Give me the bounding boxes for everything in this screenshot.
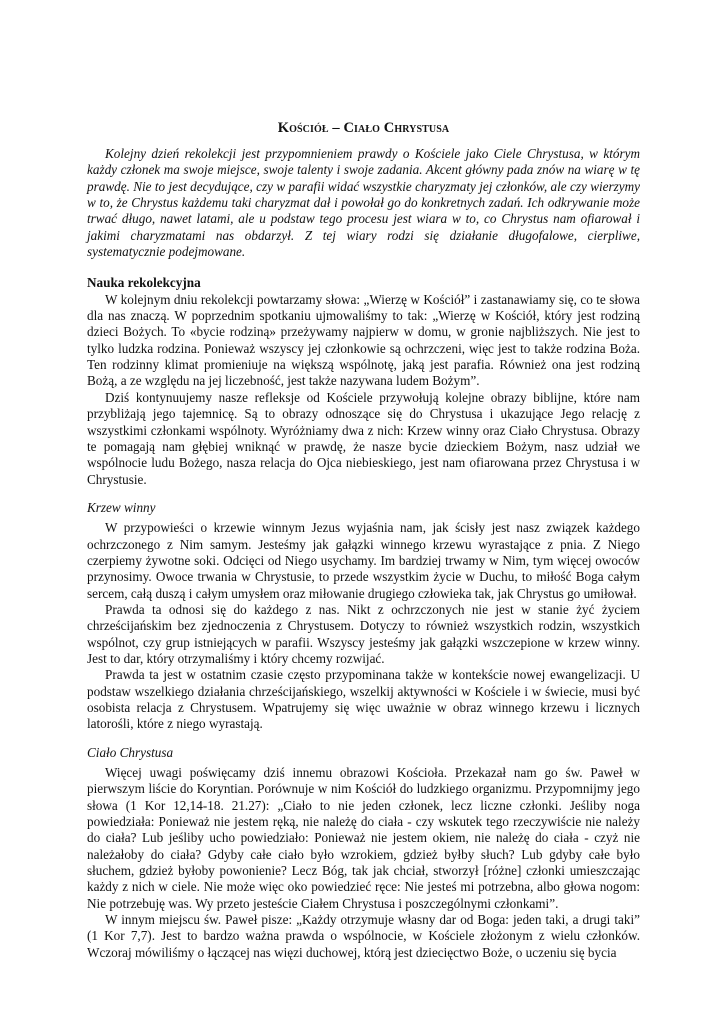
title-part-1: ościół — [289, 120, 329, 136]
paragraph: Prawda ta odnosi się do każdego z nas. Nikt z ochrzczonych nie jest w stanie żyć życiem chrześcijańskim bez zjednoczenia z Chrystusem. Dotyczy to również wszystkich rodzin, wszystkich wspólnot, czy grup istniejących w parafii. Wszyscy jesteśmy jak gałązki wszczepione w krzew winny. Jest to dar, który otrzymaliśmy i który chcemy rozwijać. — [87, 601, 640, 666]
paragraph: Więcej uwagi poświęcamy dziś innemu obrazowi Kościoła. Przekazał nam go św. Paweł w pierwszym liście do Koryntian. Porównuje w nim Kościół do ludzkiego organizmu. Przypomnijmy jego słowa (1 Kor 12,14-18. 21.27): „Ciało to nie jeden członek, lecz liczne członki. Jeśliby noga powiedziała: Ponieważ nie jestem ręką, nie należę do ciała - czy wskutek tego rzeczywiście nie należy do ciała? Lub jeśliby ucho powiedziało: Ponieważ nie jestem okiem, nie należę do ciała - czyż nie należałoby do ciała? Gdyby całe ciało było wzrokiem, gdzież byłby słuch? Lub gdyby całe było słuchem, gdzież byłoby powonienie? Lecz Bóg, tak jak chciał, stworzył [różne] członki umieszczając każdy z nich w ciele. Nie może więc oko powiedzieć ręce: Nie jesteś mi potrzebna, albo głowa nogom: Nie potrzebuję was. Wy przeto jesteście Ciałem Chrystusa i poszczególnymi członkami”. — [87, 765, 640, 911]
document-page — [87, 119, 640, 961]
section-heading-nauka: Nauka rekolekcyjna — [87, 275, 201, 291]
paragraph: Dziś kontynuujemy nasze refleksje od Kościele przywołują kolejne obrazy biblijne, które nam przybliżają jego tajemnicę. Są to obrazy odnoszące się do Chrystusa i ukazujące Jego relację z wszystkimi członkami wspólnoty. Wyróżniamy dwa z nich: Krzew winny oraz Ciało Chrystusa. Obrazy te pomagają nam głębiej wniknąć w prawdę, że nasze bycie dzieckiem Bożym, nasz udział we wspólnocie ludu Bożego, nasza relacja do Ojca niebieskiego, jest nam ofiarowana przez Chrystusa i w Chrystusie. — [87, 389, 640, 487]
paragraph: W kolejnym dniu rekolekcji powtarzamy słowa: „Wierzę w Kościół” i zastanawiamy się, co te słowa dla nas znaczą. W poprzednim spotkaniu ujmowaliśmy to tak: „Wierzę w Kościół, który jest rodziną dzieci Bożych. To «bycie rodziną» przeżywamy najpierw w domu, w gronie najbliższych. Nie jest to tylko ludzka rodzina. Ponieważ wszyscy jej członkowie są ochrzczeni, więc jest to także rodzina Boża. Ten rodzinny klimat promieniuje na większą wspólnotę, jaką jest parafia. Również ona jest rodziną Bożą, a ze względu na jej liczebność, jest także nazywana ludem Bożym”. — [87, 291, 640, 389]
title-part-3: hrystusa — [394, 120, 450, 136]
title-initial-3: C — [383, 120, 395, 136]
page-title — [87, 119, 640, 137]
paragraph: Prawda ta jest w ostatnim czasie często przypominana także w kontekście nowej ewangelizacji. U podstaw wszelkiego działania chrześcijańskiego, wszelkij aktywności w Kościele i w świecie, musi być osobista relacja z Chrystusem. Wpatrujemy się więc uważnie w obraz winnego krzewu i licznych latorośli, które z niego wyrastają. — [87, 667, 640, 732]
title-initial-2: C — [343, 120, 355, 136]
section-heading-cialo: Ciało Chrystusa — [87, 744, 174, 760]
title-part-2: iało — [354, 120, 381, 136]
title-initial-1: K — [277, 120, 290, 136]
paragraph: W przypowieści o krzewie winnym Jezus wyjaśnia nam, jak ścisły jest nasz związek każdego ochrzczonego z Nim samym. Jesteśmy jak gałązki winnego krzewu wyrastające z pnia. Z Niego czerpiemy żywotne soki. Odcięci od Niego usychamy. Im bardziej trwamy w Nim, tym więcej owoców przynosimy. Owoce trwania w Chrystusie, to przede wszystkim życie w Duchu, to miłość Boga całym sercem, całą duszą i całym umysłem oraz miłowanie drugiego człowieka tak, jak Chrystus go umiłował. — [87, 520, 640, 601]
title-dash: – — [328, 120, 344, 136]
section-heading-krzew: Krzew winny — [87, 499, 156, 515]
paragraph: W innym miejscu św. Paweł pisze: „Każdy otrzymuje własny dar od Boga: jeden taki, a drugi taki” (1 Kor 7,7). Jest to bardzo ważna prawda o wspólnocie, w Kościele złożonym z wielu członków. Wczoraj mówiliśmy o łączącej nas więzi duchowej, którą jest dziecięctwo Boże, o uczeniu się bycia — [87, 912, 640, 960]
intro-paragraph: Kolejny dzień rekolekcji jest przypomnieniem prawdy o Kościele jako Ciele Chrystusa, w którym każdy członek ma swoje miejsce, swoje talenty i swoje zadania. Akcent główny pada znów na wiarę w tę prawdę. Nie to jest decydujące, czy w parafii widać wszystkie charyzmaty jej członków, ale czy wierzymy w to, że Chrystus każdemu taki charyzmat dał i powołał go do konkretnych zadań. Ich odkrywanie może trwać długo, nawet latami, ale u podstaw tego procesu jest wiara w to, co Chrystus nam ofiarował i jakimi charyzmatami nas obdarzył. Z tej wiary rodzi się działanie długofalowe, cierpliwe, systematycznie podejmowane. — [87, 146, 640, 260]
